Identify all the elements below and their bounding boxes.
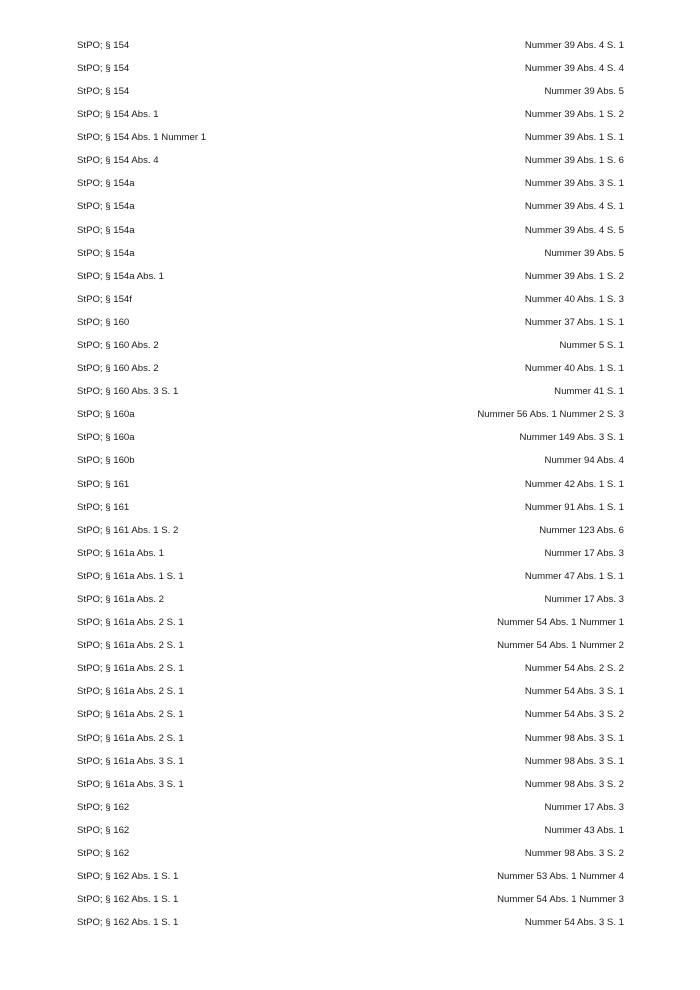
statute-reference: StPO; § 154	[77, 85, 130, 97]
rule-reference: Nummer 98 Abs. 3 S. 1	[524, 732, 624, 744]
rule-reference: Nummer 39 Abs. 4 S. 5	[524, 224, 624, 236]
rule-reference: Nummer 54 Abs. 1 Nummer 3	[497, 894, 624, 906]
statute-reference: StPO; § 154 Abs. 4	[77, 155, 159, 167]
rule-reference: Nummer 42 Abs. 1 S. 1	[524, 478, 624, 490]
index-row	[77, 819, 624, 842]
index-row	[77, 288, 624, 311]
rule-reference: Nummer 39 Abs. 1 S. 1	[524, 132, 624, 144]
index-row	[77, 311, 624, 334]
index-row	[77, 103, 624, 126]
rule-reference: Nummer 17 Abs. 3	[544, 801, 624, 813]
index-row	[77, 473, 624, 496]
index-row	[77, 658, 624, 681]
statute-reference: StPO; § 154a	[77, 178, 135, 190]
rule-reference: Nummer 37 Abs. 1 S. 1	[524, 316, 624, 328]
index-row	[77, 634, 624, 657]
index-row	[77, 750, 624, 773]
rule-reference: Nummer 41 S. 1	[554, 386, 624, 398]
rule-reference: Nummer 149 Abs. 3 S. 1	[519, 432, 624, 444]
statute-reference: StPO; § 162	[77, 801, 130, 813]
rule-reference: Nummer 39 Abs. 4 S. 1	[524, 39, 624, 51]
index-row	[77, 888, 624, 911]
index-row	[77, 173, 624, 196]
rule-reference: Nummer 39 Abs. 4 S. 1	[524, 201, 624, 213]
statute-reference: StPO; § 154a Abs. 1	[77, 270, 164, 282]
statute-reference: StPO; § 154 Abs. 1	[77, 109, 159, 121]
statute-reference: StPO; § 160	[77, 316, 130, 328]
index-row	[77, 427, 624, 450]
statute-reference: StPO; § 161a Abs. 2 S. 1	[77, 732, 184, 744]
statute-reference: StPO; § 161a Abs. 2 S. 1	[77, 686, 184, 698]
index-row	[77, 842, 624, 865]
statute-reference: StPO; § 161 Abs. 1 S. 2	[77, 524, 179, 536]
rule-reference: Nummer 39 Abs. 1 S. 6	[524, 155, 624, 167]
statute-reference: StPO; § 161a Abs. 2 S. 1	[77, 617, 184, 629]
index-row	[77, 912, 624, 935]
rule-reference: Nummer 54 Abs. 3 S. 2	[524, 709, 624, 721]
statute-reference: StPO; § 161a Abs. 3 S. 1	[77, 755, 184, 767]
index-row	[77, 149, 624, 172]
rule-reference: Nummer 39 Abs. 5	[544, 85, 624, 97]
statute-reference: StPO; § 154f	[77, 293, 132, 305]
index-row	[77, 265, 624, 288]
statute-reference: StPO; § 161a Abs. 2 S. 1	[77, 709, 184, 721]
statute-reference: StPO; § 160a	[77, 409, 135, 421]
index-row	[77, 380, 624, 403]
statute-reference: StPO; § 160 Abs. 2	[77, 339, 159, 351]
index-row	[77, 611, 624, 634]
index-row	[77, 219, 624, 242]
statute-reference: StPO; § 162	[77, 824, 130, 836]
index-row	[77, 727, 624, 750]
index-row	[77, 404, 624, 427]
statute-reference: StPO; § 161a Abs. 1	[77, 547, 164, 559]
statute-reference: StPO; § 154a	[77, 201, 135, 213]
statute-reference: StPO; § 161a Abs. 3 S. 1	[77, 778, 184, 790]
index-row	[77, 588, 624, 611]
rule-reference: Nummer 56 Abs. 1 Nummer 2 S. 3	[477, 409, 624, 421]
statute-reference: StPO; § 160 Abs. 2	[77, 363, 159, 375]
rule-reference: Nummer 17 Abs. 3	[544, 547, 624, 559]
rule-reference: Nummer 47 Abs. 1 S. 1	[524, 570, 624, 582]
statute-reference: StPO; § 154 Abs. 1 Nummer 1	[77, 132, 207, 144]
statute-reference: StPO; § 162 Abs. 1 S. 1	[77, 917, 179, 929]
rule-reference: Nummer 39 Abs. 1 S. 2	[524, 270, 624, 282]
statute-reference: StPO; § 161a Abs. 2 S. 1	[77, 663, 184, 675]
rule-reference: Nummer 40 Abs. 1 S. 1	[524, 363, 624, 375]
statute-reference: StPO; § 160b	[77, 455, 135, 467]
index-row	[77, 796, 624, 819]
statute-reference: StPO; § 162 Abs. 1 S. 1	[77, 871, 179, 883]
index-row	[77, 704, 624, 727]
rule-reference: Nummer 53 Abs. 1 Nummer 4	[497, 871, 624, 883]
index-row	[77, 519, 624, 542]
rule-reference: Nummer 40 Abs. 1 S. 3	[524, 293, 624, 305]
index-row	[77, 334, 624, 357]
statute-reference: StPO; § 160 Abs. 3 S. 1	[77, 386, 179, 398]
statute-reference: StPO; § 162	[77, 848, 130, 860]
rule-reference: Nummer 91 Abs. 1 S. 1	[524, 501, 624, 513]
index-row	[77, 450, 624, 473]
statute-reference: StPO; § 160a	[77, 432, 135, 444]
index-row	[77, 496, 624, 519]
rule-reference: Nummer 98 Abs. 3 S. 2	[524, 848, 624, 860]
rule-reference: Nummer 54 Abs. 1 Nummer 1	[497, 617, 624, 629]
index-row	[77, 57, 624, 80]
statute-reference: StPO; § 154a	[77, 224, 135, 236]
rule-reference: Nummer 123 Abs. 6	[539, 524, 624, 536]
rule-reference: Nummer 54 Abs. 1 Nummer 2	[497, 640, 624, 652]
statute-reference: StPO; § 154	[77, 39, 130, 51]
index-row	[77, 865, 624, 888]
statute-reference: StPO; § 154	[77, 62, 130, 74]
index-row	[77, 773, 624, 796]
rule-reference: Nummer 98 Abs. 3 S. 1	[524, 755, 624, 767]
rule-reference: Nummer 39 Abs. 3 S. 1	[524, 178, 624, 190]
rule-reference: Nummer 17 Abs. 3	[544, 594, 624, 605]
statute-reference: StPO; § 161a Abs. 2	[77, 594, 164, 605]
statute-reference: StPO; § 161	[77, 501, 130, 513]
rule-reference: Nummer 39 Abs. 5	[544, 247, 624, 259]
rule-reference: Nummer 54 Abs. 3 S. 1	[524, 686, 624, 698]
rule-reference: Nummer 94 Abs. 4	[544, 455, 624, 467]
index-row	[77, 681, 624, 704]
rule-reference: Nummer 54 Abs. 3 S. 1	[524, 917, 624, 929]
rule-reference: Nummer 39 Abs. 4 S. 4	[524, 62, 624, 74]
statute-reference: StPO; § 154a	[77, 247, 135, 259]
index-row	[77, 565, 624, 588]
rule-reference: Nummer 5 S. 1	[559, 339, 624, 351]
statute-reference: StPO; § 162 Abs. 1 S. 1	[77, 894, 179, 906]
rule-reference: Nummer 43 Abs. 1	[544, 824, 624, 836]
statute-reference: StPO; § 161	[77, 478, 130, 490]
rule-reference: Nummer 39 Abs. 1 S. 2	[524, 109, 624, 121]
index-row	[77, 196, 624, 219]
statute-reference: StPO; § 161a Abs. 1 S. 1	[77, 570, 184, 582]
index-row	[77, 242, 624, 265]
index-row	[77, 34, 624, 57]
index-row	[77, 80, 624, 103]
index-row	[77, 126, 624, 149]
index-row	[77, 357, 624, 380]
index-list	[77, 34, 624, 935]
rule-reference: Nummer 54 Abs. 2 S. 2	[524, 663, 624, 675]
rule-reference: Nummer 98 Abs. 3 S. 2	[524, 778, 624, 790]
statute-reference: StPO; § 161a Abs. 2 S. 1	[77, 640, 184, 652]
index-row	[77, 542, 624, 565]
